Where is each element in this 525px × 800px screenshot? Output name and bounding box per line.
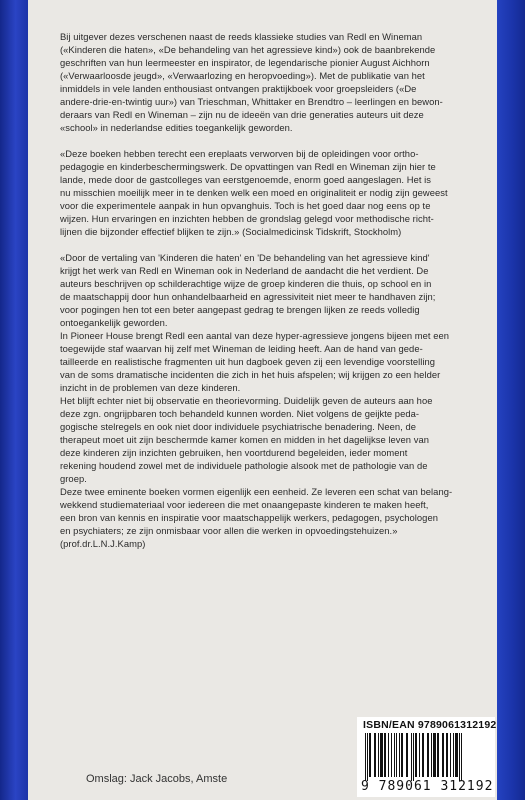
text-line: («Verwaarloosde jeugd», «Verwaarlozing en heropvoeding»). Met de publikatie van het (60, 70, 425, 81)
paragraph-quote-kamp-3 (60, 394, 480, 485)
text-line: Het blijft echter niet bij observatie en theorievorming. Duidelijk geven de auteurs aan hoe (60, 395, 433, 406)
book-spine (0, 0, 28, 800)
text-line: lijnen die bijzonder effectief blijken te zijn.» (Socialmedicinsk Tidskrift, Stockholm) (60, 226, 402, 237)
text-line: groep. (60, 473, 87, 484)
text-line: wijzen. Hun ervaringen en inzichten hebben de grondslag gelegd voor methodische richt- (60, 213, 434, 224)
text-line: «Deze boeken hebben terecht een ereplaats verworven bij de opleidingen voor ortho- (60, 148, 419, 159)
text-line: ontoegankelijk geworden. (60, 317, 168, 328)
barcode-bar (378, 733, 379, 777)
barcode-bar (384, 733, 386, 777)
barcode-bar (396, 733, 397, 777)
barcode-bar (461, 733, 462, 781)
barcode-bar (427, 733, 429, 777)
text-line: gogische stelregels en ook niet door individuele psychiatrische benadering. Neen, de (60, 421, 416, 432)
text-line: nu misschien moeilijk meer in te denken welk een moed en originaliteit er nodig zijn geweest (60, 187, 448, 198)
text-line: deze zgn. ongrijpbaren toch behandeld kunnen worden. Niet volgens de geijkte peda- (60, 408, 420, 419)
barcode-digits: 9 789061 312192 (361, 779, 494, 794)
text-line: «school» in nederlandse edities toegankelijk geworden. (60, 122, 293, 133)
barcode-bar (455, 733, 458, 777)
barcode-bars (363, 733, 489, 781)
text-line: therapeut moet uit zijn beschermde kamer komen en midden in het dagelijkse leven van (60, 434, 429, 445)
barcode-bar (450, 733, 451, 777)
barcode-bar (369, 733, 371, 777)
text-line: andere-drie-en-twintig uur») van Trieschman, Whittaker en Brendtro – leerlingen en bewon- (60, 96, 443, 107)
text-line: Deze twee eminente boeken vormen eigenlijk een eenheid. Ze leveren een schat van belang- (60, 486, 453, 497)
text-line: pedagogie en kinderbeschermingswerk. De opvattingen van Redl en Wineman zijn hier te (60, 161, 436, 172)
barcode-bar (422, 733, 424, 777)
text-line: auteurs beschrijven op schilderachtige wijze de groep kinderen die thuis, op school en in (60, 278, 432, 289)
text-line: (prof.dr.L.N.J.Kamp) (60, 538, 146, 549)
barcode-bar (399, 733, 400, 777)
isbn-text: ISBN/EAN 9789061312192 (363, 719, 497, 731)
blurb-text (60, 30, 480, 550)
barcode-bar (433, 733, 436, 777)
text-line: lande, mede door de gastcolleges van eerstgenoemde, enorm goed aangeslagen. Het is (60, 174, 432, 185)
book-edge (497, 0, 525, 800)
text-line: geschriften van hun leermeester en inspirator, de legendarische pionier August Aichhorn (60, 57, 430, 68)
barcode-bar (380, 733, 383, 777)
barcode-bar (367, 733, 368, 781)
barcode-bar (413, 733, 414, 781)
paragraph-quote-kamp-4 (60, 485, 480, 550)
paragraph-quote-stockholm (60, 147, 480, 238)
barcode-bar (437, 733, 439, 777)
text-line: («Kinderen die haten», «De behandeling van het agressieve kind») ook de baanbrekende (60, 44, 436, 55)
barcode-bar (394, 733, 395, 777)
barcode-bar (411, 733, 412, 781)
text-line: deraars van Redl en Wineman – zijn nu de ideeën van drie generaties auteurs uit deze (60, 109, 424, 120)
barcode-bar (431, 733, 432, 777)
barcode-bar (459, 733, 460, 781)
text-line: wekkend studiemateriaal voor iedereen die met onaangepaste kinderen te maken heeft, (60, 499, 429, 510)
barcode-bar (419, 733, 420, 777)
barcode-bar (415, 733, 417, 777)
text-line: voor pogingen hen tot een beter aangepast gedrag te brengen lijken ze reeds volledig (60, 304, 420, 315)
barcode-bar (391, 733, 392, 777)
barcode-bar (401, 733, 403, 777)
text-line: Bij uitgever dezes verschenen naast de reeds klassieke studies van Redl en Wineman (60, 31, 423, 42)
paragraph-quote-kamp-1 (60, 251, 480, 329)
barcode-bar (453, 733, 454, 777)
text-line: van de soms dramatische incidenten die zich in het huis afspelen; wij krijgen zo een helder (60, 369, 441, 380)
text-line: inzicht in de problemen van deze kinderen. (60, 382, 241, 393)
text-line: «Door de vertaling van 'Kinderen die haten' en 'De behandeling van het agressieve kind' (60, 252, 430, 263)
text-line: inmiddels in vele landen enthousiast ontvangen praktijkboek voor groepsleiders («De (60, 83, 417, 94)
barcode-bar (365, 733, 366, 781)
text-line: voor die experimentele aanpak in hun opvanghuis. Toch is het goed daar nog eens op te (60, 200, 431, 211)
barcode-bar (388, 733, 389, 777)
barcode-label (357, 717, 495, 797)
text-line: toegewijde staf waarvan hij zelf met Wineman de leiding heeft. Aan de hand van gede- (60, 343, 423, 354)
text-line: tailleerde en realistische fragmenten uit hun dagboek geven zij een levendige voorstelling (60, 356, 436, 367)
text-line: krijgt het werk van Redl en Wineman ook in Nederland de aandacht die het verdient. De (60, 265, 429, 276)
barcode-bar (442, 733, 444, 777)
text-line: deze kinderen zijn inzichten gebruiken, hen voortdurend begeleiden, ieder moment (60, 447, 408, 458)
paragraph-quote-kamp-2 (60, 329, 480, 394)
text-line: en psychiaters; ze zijn onmisbaar voor allen die werken in opvoedingstehuizen.» (60, 525, 398, 536)
paragraph-intro (60, 30, 480, 134)
text-line: In Pioneer House brengt Redl een aantal van deze hyper-agressieve jongens bijeen met een (60, 330, 450, 341)
text-line: de maatschappij door hun onhandelbaarheid en agressiviteit niet meer te handhaven zijn; (60, 291, 436, 302)
text-line: een bron van kennis en inspiratie voor maatschappelijk werkers, pedagogen, psychologen (60, 512, 438, 523)
text-line: rekening houdend zowel met de individuele pathologie alsook met de pathologie van de (60, 460, 428, 471)
cover-credit: Omslag: Jack Jacobs, Amste (86, 773, 228, 785)
barcode-bar (446, 733, 448, 777)
barcode-bar (406, 733, 408, 777)
barcode-bar (374, 733, 376, 777)
